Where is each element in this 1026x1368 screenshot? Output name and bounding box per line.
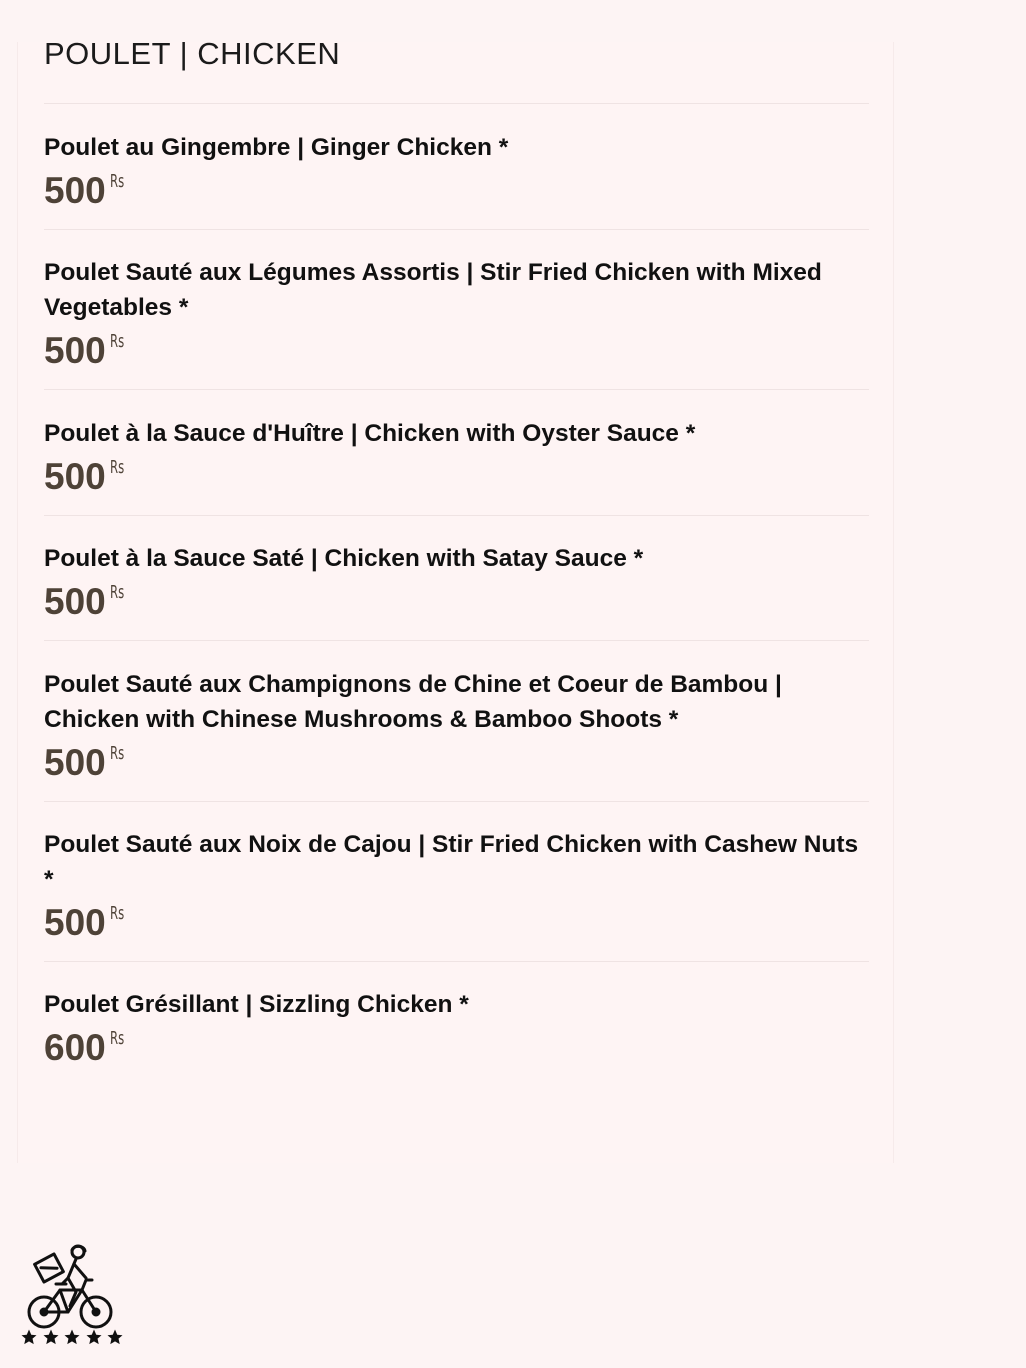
menu-item-price: 500 xyxy=(44,456,106,497)
menu-item-price: 600 xyxy=(44,1027,106,1068)
menu-item-price-row xyxy=(44,743,864,783)
menu-item[interactable] xyxy=(44,130,864,211)
menu-item-currency: Rs xyxy=(109,171,124,192)
menu-item-currency: Rs xyxy=(109,903,124,924)
menu-item-price-row xyxy=(44,1028,864,1068)
star-icon xyxy=(106,1328,124,1346)
section-title: POULET | CHICKEN xyxy=(44,36,341,71)
menu-item-price: 500 xyxy=(44,581,106,622)
menu-item-price-row xyxy=(44,582,864,622)
menu-item-currency: Rs xyxy=(109,743,124,764)
rating-stars xyxy=(20,1328,124,1348)
star-icon xyxy=(63,1328,81,1346)
menu-item[interactable] xyxy=(44,541,864,622)
menu-item-price: 500 xyxy=(44,330,106,371)
divider xyxy=(44,389,869,390)
menu-item-currency: Rs xyxy=(109,331,124,352)
star-icon xyxy=(85,1328,103,1346)
menu-item-name: Poulet à la Sauce Saté | Chicken with Satay Sauce * xyxy=(44,545,644,572)
menu-item[interactable] xyxy=(44,987,864,1068)
menu-item-name: Poulet Sauté aux Champignons de Chine et Coeur de Bambou | Chicken with Chinese Mushrooms & Bamboo Shoots * xyxy=(44,671,782,733)
menu-item-price-row xyxy=(44,171,864,211)
menu-item-name: Poulet Sauté aux Noix de Cajou | Stir Fried Chicken with Cashew Nuts * xyxy=(44,831,859,893)
menu-item-name: Poulet Grésillant | Sizzling Chicken * xyxy=(44,991,469,1018)
divider xyxy=(44,515,869,516)
divider xyxy=(44,801,869,802)
delivery-badge[interactable] xyxy=(18,1244,126,1352)
divider xyxy=(44,229,869,230)
menu-item-currency: Rs xyxy=(109,582,124,603)
menu-item-price: 500 xyxy=(44,902,106,943)
star-icon xyxy=(42,1328,60,1346)
divider xyxy=(44,103,869,104)
divider xyxy=(44,961,869,962)
menu-item-name: Poulet à la Sauce d'Huître | Chicken with Oyster Sauce * xyxy=(44,420,696,447)
menu-item[interactable] xyxy=(44,827,864,943)
menu-item[interactable] xyxy=(44,667,864,783)
star-icon xyxy=(20,1328,38,1346)
menu-item-price-row xyxy=(44,457,864,497)
divider xyxy=(44,640,869,641)
menu-item-price-row xyxy=(44,331,864,371)
menu-item-name: Poulet Sauté aux Légumes Assortis | Stir Fried Chicken with Mixed Vegetables * xyxy=(44,259,822,321)
menu-item[interactable] xyxy=(44,255,864,371)
menu-item-currency: Rs xyxy=(109,457,124,478)
menu-item-name: Poulet au Gingembre | Ginger Chicken * xyxy=(44,134,509,161)
menu-item-price: 500 xyxy=(44,742,106,783)
menu-item[interactable] xyxy=(44,416,864,497)
menu-item-currency: Rs xyxy=(109,1028,124,1049)
menu-item-price-row xyxy=(44,903,864,943)
menu-item-price: 500 xyxy=(44,170,106,211)
